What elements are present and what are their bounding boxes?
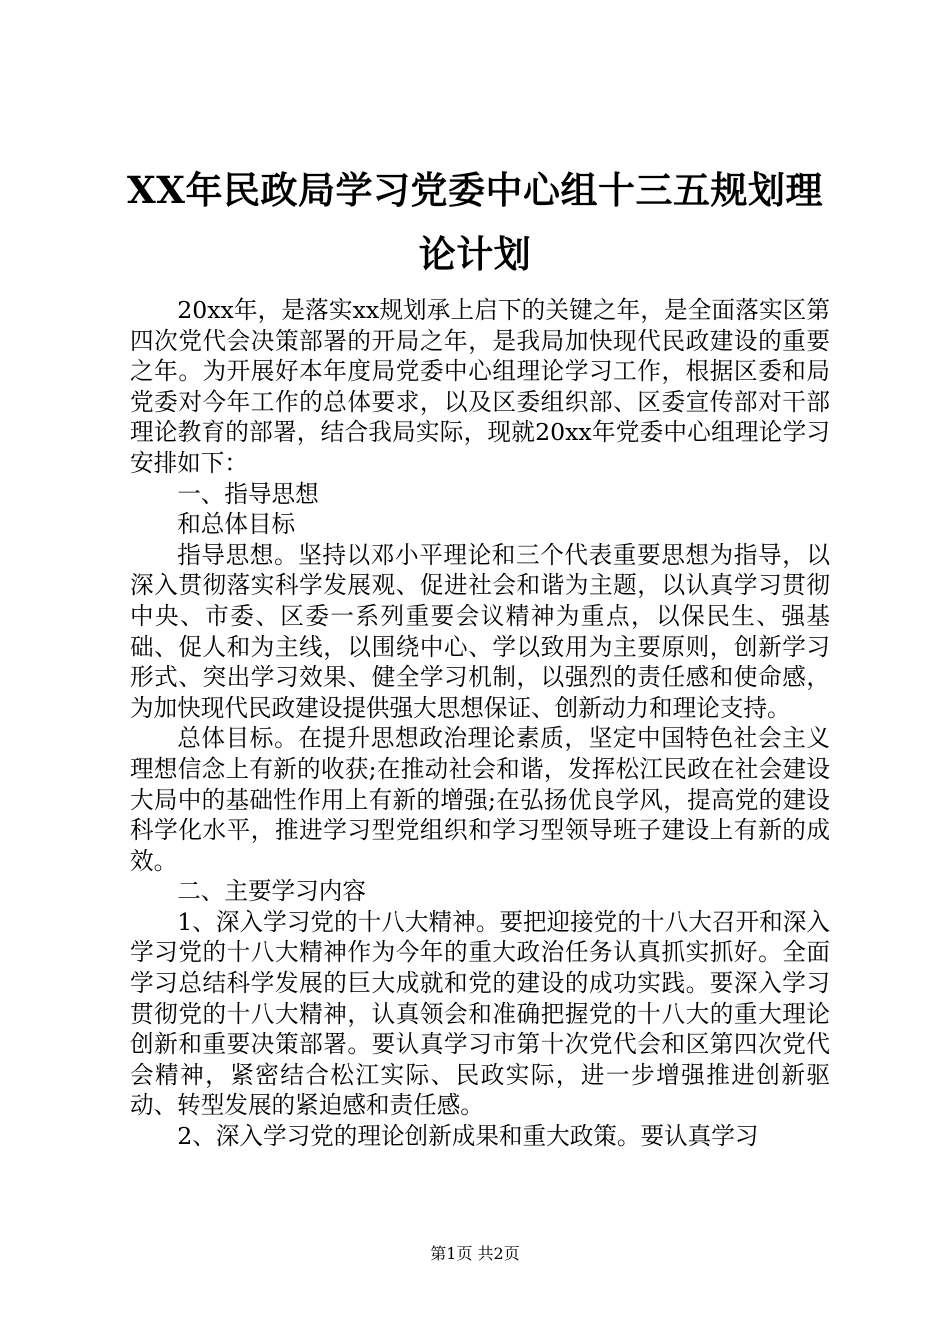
paragraph-guiding-ideology: 指导思想。坚持以邓小平理论和三个代表重要思想为指导，以深入贯彻落实科学发展观、促进社会和谐为主题，以认真学习贯彻中央、市委、区委一系列重要会议精神为重点，以保民生、强基础、促人和为主线，以围绕中心、学以致用为主要原则，创新学习形式、突出学习效果、健全学习机制，以强烈的责任感和使命感，为加快现代民政建设提供强大思想保证、创新动力和理论支持。: [130, 540, 830, 722]
paragraph-item-2: 2、深入学习党的理论创新成果和重大政策。要认真学习: [177, 1122, 759, 1151]
paragraph-item-1: 1、深入学习党的十八大精神。要把迎接党的十八大召开和深入学习党的十八大精神作为今年的重大政治任务认真抓实抓好。全面学习总结科学发展的巨大成就和党的建设的成功实践。要深入学习贯彻党的十八大精神，认真领会和准确把握党的十八大的重大理论创新和重要决策部署。要认真学习市第十次党代会和区第四次党代会精神，紧密结合松江实际、民政实际，进一步增强推进创新驱动、转型发展的紧迫感和责任感。: [130, 907, 830, 1120]
heading-overall-goal: 和总体目标: [177, 510, 296, 539]
paragraph-intro: 20xx年，是落实xx规划承上启下的关键之年，是全面落实区第四次党代会决策部署的开局之年，是我局加快现代民政建设的重要之年。为开展好本年度局党委中心组理论学习工作，根据区委和局党委对今年工作的总体要求，以及区委组织部、区委宣传部对干部理论教育的部署，结合我局实际，现就20xx年党委中心组理论学习安排如下：: [130, 296, 830, 477]
document-body: [130, 295, 830, 1152]
page-footer: 第1页 共2页: [430, 1244, 520, 1263]
heading-main-content: 二、主要学习内容: [177, 877, 366, 906]
document-title: XX年民政局学习党委中心组十三五规划理论计划: [127, 168, 823, 276]
paragraph-overall-goal: 总体目标。在提升思想政治理论素质，坚定中国特色社会主义理想信念上有新的收获;在推动社会和谐，发挥松江民政在社会建设大局中的基础性作用上有新的增强;在弘扬优良学风，提高党的建设科学化水平，推进学习型党组织和学习型领导班子建设上有新的成效。: [130, 724, 830, 875]
heading-guiding-ideology: 一、指导思想: [177, 479, 319, 508]
